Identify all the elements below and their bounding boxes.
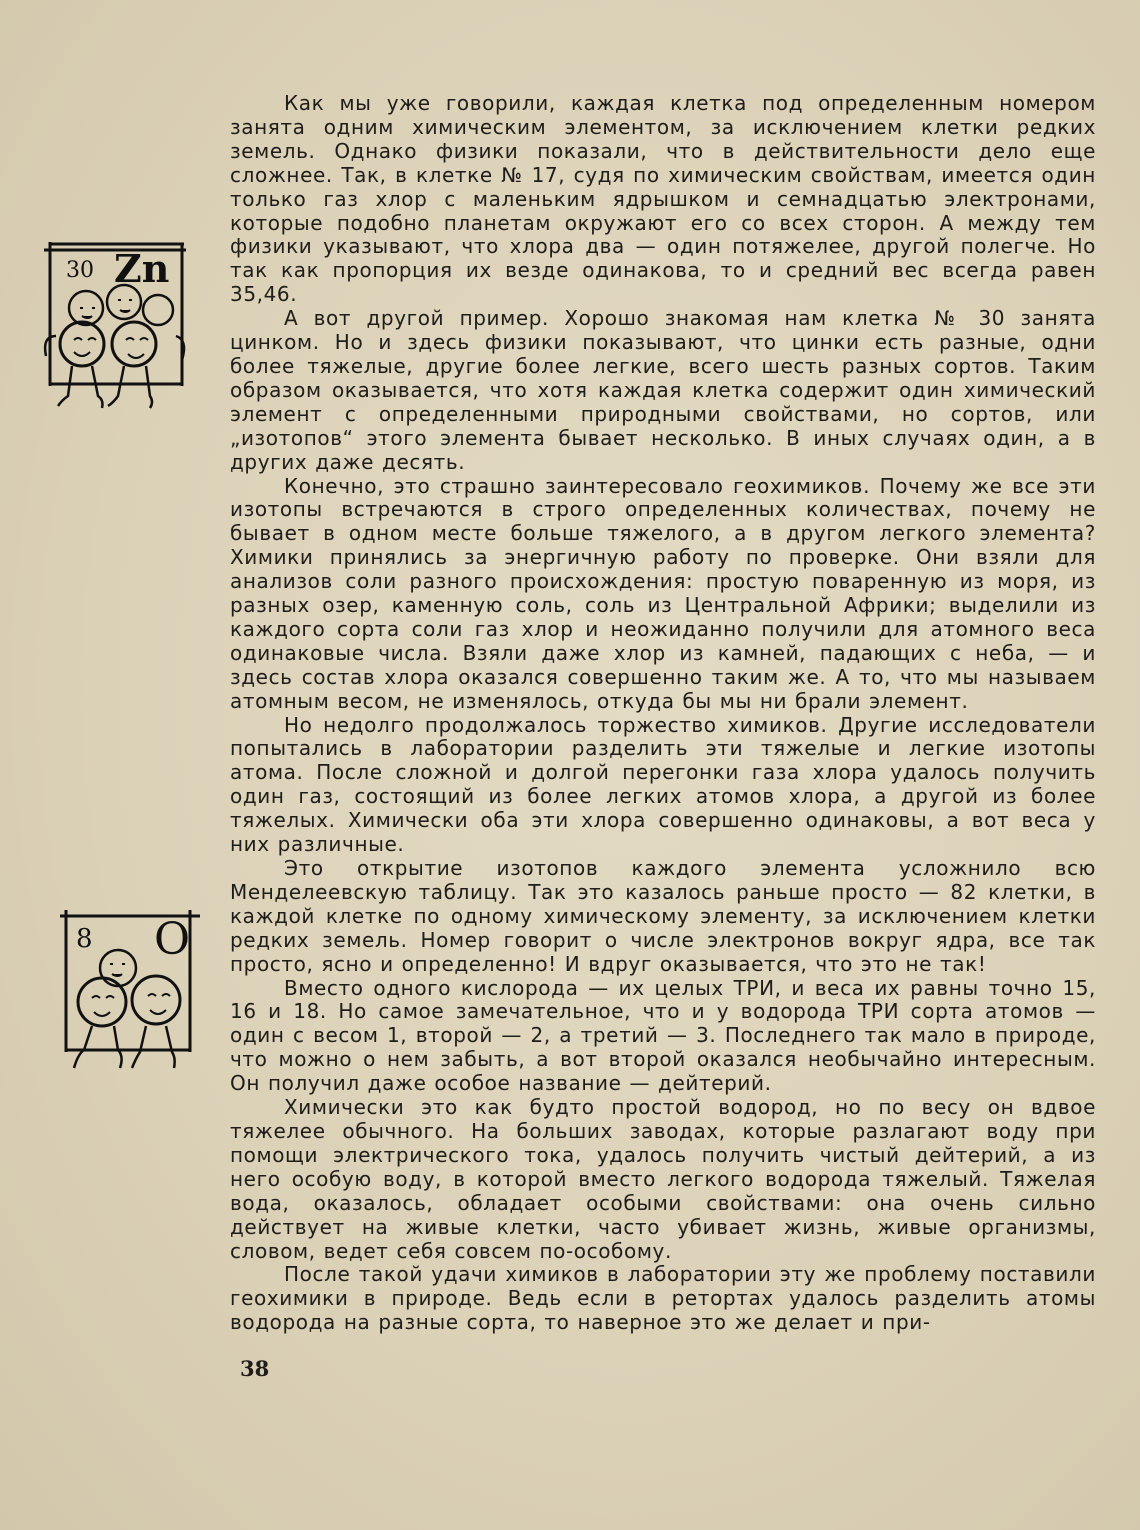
zinc-symbol: Zn bbox=[114, 246, 170, 291]
page-number: 38 bbox=[240, 1356, 270, 1381]
paragraph-5: Это открытие изотопов каждого элемента усложнило всю Менделеевскую таблицу. Так это казалось раньше просто — 82 клетки, в каждой клетке по одному химическому элементу, за исключением клетки редких земель. Номер говорит о числе электронов вокруг ядра, все так просто, ясно и определенно! И вдруг оказывается, что это не так! bbox=[230, 856, 1096, 976]
zinc-atomic-number: 30 bbox=[66, 258, 94, 283]
paragraph-3: Конечно, это страшно заинтересовало геохимиков. Почему же все эти изотопы встречаются в строго определенных количествах, почему не бывает в одном месте больше тяжелого, а в другом легкого элемента? Химики принялись за энергичную работу по проверке. Они взяли для анализов соли разного происхождения: простую поваренную из моря, из разных озер, каменную соль, соль из Центральной Африки; выделили из каждого сорта соли газ хлор и неожиданно получили для атомного веса одинаковые числа. Взяли даже хлор из камней, падающих с неба, — и здесь состав хлора оказался совершенно таким же. А то, что мы называем атомным весом, не изменялось, откуда бы мы ни брали элемент. bbox=[230, 473, 1096, 713]
oxygen-symbol: O bbox=[154, 914, 191, 965]
zinc-element-illustration bbox=[36, 236, 186, 416]
oxygen-element-illustration bbox=[54, 906, 204, 1086]
oxygen-atomic-number: 8 bbox=[76, 924, 93, 954]
paragraph-7: Химически это как будто простой водород, но по весу он вдвое тяжелее обычного. На больших заводах, которые разлагают воду при помощи электрического тока, удалось получить чистый дейтерий, а из него особую воду, в которой вместо легкого водорода тяжелый. Тяжелая вода, оказалось, обладает особыми свойствами: она очень сильно действует на живые клетки, часто убивает жизнь, живые организмы, словом, ведет себя совсем по-особому. bbox=[230, 1095, 1096, 1263]
main-text-column bbox=[230, 92, 1096, 1335]
paragraph-6: Вместо одного кислорода — их целых ТРИ, и веса их равны точно 15, 16 и 18. Но самое замечательное, что и у водорода ТРИ сорта атомов — один с весом 1, второй — 2, а третий — 3. Последнего так мало в природе, что можно о нем забыть, а вот второй оказался необычайно интересным. Он получил даже особое название — дейтерий. bbox=[230, 975, 1096, 1096]
paragraph-2: А вот другой пример. Хорошо знакомая нам клетка № 30 занята цинком. Но и здесь физики показывают, что цинки есть разные, одни более тяжелые, другие более легкие, всего шесть разных сортов. Таким образом оказывается, что хотя каждая клетка содержит один химический элемент с определенными природными свойствами, но сортов, или „изотопов“ этого элемента бывает несколько. В иных случаях один, а в других даже десять. bbox=[230, 306, 1096, 474]
paragraph-8: После такой удачи химиков в лаборатории эту же проблему поставили геохимики в природе. Ведь если в ретортах удалось разделить атомы водорода на разные сорта, то наверное это же делает и при- bbox=[230, 1262, 1096, 1335]
paragraph-1: Как мы уже говорили, каждая клетка под определенным номером занята одним химическим элементом, за исключением клетки редких земель. Однако физики показали, что в действительности дело еще сложнее. Так, в клетке № 17, судя по химическим свойствам, имеется один только газ хлор с маленьким ядрышком и семнадцатью электронами, которые подобно планетам окружают его со всех сторон. А между тем физики указывают, что хлора два — один потяжелее, другой полегче. Но так как пропорция их везде одинакова, то и средний вес всегда равен 35,46. bbox=[230, 91, 1096, 307]
paragraph-4: Но недолго продолжалось торжество химиков. Другие исследователи попытались в лаборатории разделить эти тяжелые и легкие изотопы атома. После сложной и долгой перегонки газа хлора удалось получить один газ, состоящий из более легких атомов хлора, а другой из более тяжелых. Химически оба эти хлора совершенно одинаковы, а вот веса у них различные. bbox=[230, 712, 1096, 857]
